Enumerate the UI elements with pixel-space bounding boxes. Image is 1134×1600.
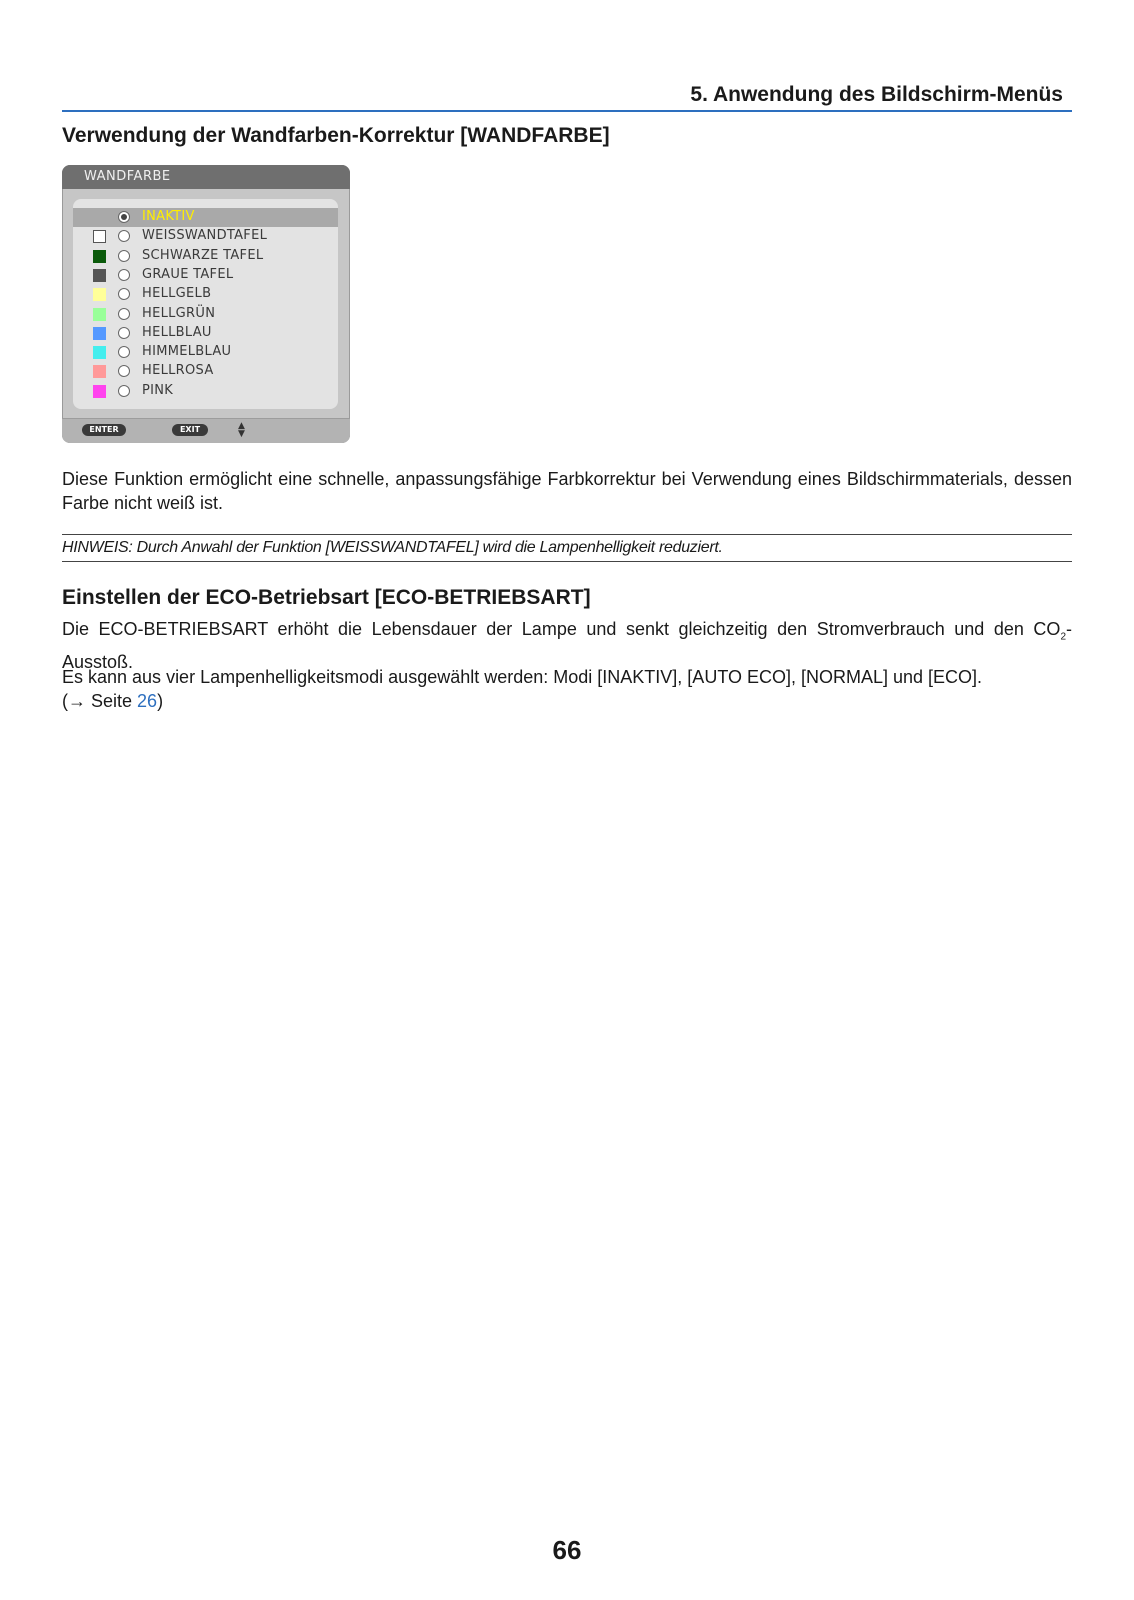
radio-button[interactable] (118, 250, 130, 262)
osd-option-label: HELLGRÜN (142, 305, 216, 321)
section-header-title: 5. Anwendung des Bildschirm-Menüs (690, 83, 1063, 106)
osd-option-label: SCHWARZE TAFEL (142, 247, 264, 263)
page-ref-link[interactable]: 26 (137, 691, 158, 711)
osd-option-8[interactable] (73, 362, 338, 381)
color-swatch (93, 230, 106, 243)
radio-button[interactable] (118, 385, 130, 397)
section-heading-eco: Einstellen der ECO-Betriebsart [ECO-BETRIEBSART] (62, 586, 591, 609)
eco-modes-text: Es kann aus vier Lampenhelligkeitsmodi ausgewählt werden: Modi [INAKTIV], [AUTO ECO], [NORMAL] und [ECO]. (62, 667, 983, 687)
color-swatch (93, 250, 106, 263)
osd-option-label: INAKTIV (142, 209, 195, 224)
osd-option-6[interactable] (73, 324, 338, 343)
wandfarbe-osd-menu (62, 165, 350, 443)
color-swatch (93, 365, 106, 378)
section-heading-wandfarbe: Verwendung der Wandfarben-Korrektur [WANDFARBE] (62, 124, 610, 147)
color-swatch (93, 327, 106, 340)
eco-text-part1: Die ECO-BETRIEBSART erhöht die Lebensdauer der Lampe und senkt gleichzeitig den Stromverbrauch und den CO (62, 619, 1061, 639)
osd-footer (62, 418, 350, 443)
up-down-arrows-icon: ▲ ▼ (238, 421, 245, 439)
color-swatch (93, 385, 106, 398)
radio-button[interactable] (118, 327, 130, 339)
page-ref-prefix: (→ Seite (62, 691, 138, 711)
radio-button[interactable] (118, 365, 130, 377)
osd-option-label: HELLBLAU (142, 324, 212, 340)
osd-option-3[interactable] (73, 266, 338, 285)
color-swatch (93, 308, 106, 321)
header-divider (62, 110, 1072, 112)
eco-text-part2: -Ausstoß. (62, 619, 1072, 672)
osd-option-0[interactable] (73, 208, 338, 227)
osd-option-1[interactable] (73, 227, 338, 246)
osd-option-label: WEISSWANDTAFEL (142, 228, 268, 244)
osd-option-4[interactable] (73, 285, 338, 304)
osd-option-5[interactable] (73, 305, 338, 324)
color-swatch (93, 346, 106, 359)
page-number: 66 (552, 1535, 582, 1565)
radio-button[interactable] (118, 308, 130, 320)
radio-button[interactable] (118, 269, 130, 281)
osd-menu-title: WANDFARBE (62, 165, 350, 189)
exit-button[interactable]: EXIT (172, 424, 208, 436)
enter-button[interactable]: ENTER (82, 424, 126, 436)
note-top-rule (62, 534, 1072, 535)
radio-button[interactable] (118, 230, 130, 242)
wandfarbe-description: Diese Funktion ermöglicht eine schnelle, anpassungsfähige Farbkorrektur bei Verwendung eines Bildschirmmaterials, dessen Farbe nicht weiß ist. (62, 469, 1072, 513)
radio-button[interactable] (118, 288, 130, 300)
radio-button[interactable] (118, 211, 130, 223)
co2-subscript: 2 (1060, 631, 1066, 643)
osd-option-7[interactable] (73, 343, 338, 362)
page-reference (62, 689, 1072, 713)
color-swatch (93, 288, 106, 301)
osd-option-2[interactable] (73, 247, 338, 266)
osd-options-panel (73, 199, 338, 409)
note-text: HINWEIS: Durch Anwahl der Funktion [WEISSWANDTAFEL] wird die Lampenhelligkeit reduziert. (62, 539, 723, 556)
page-ref-suffix: ) (157, 691, 164, 711)
osd-option-label: PINK (142, 382, 174, 398)
radio-button[interactable] (118, 346, 130, 358)
color-swatch (93, 269, 106, 282)
osd-option-label: HELLGELB (142, 286, 212, 302)
osd-option-label: HELLROSA (142, 363, 214, 379)
note-bottom-rule (62, 561, 1072, 562)
osd-option-9[interactable] (73, 382, 338, 401)
osd-option-label: GRAUE TAFEL (142, 266, 234, 282)
osd-option-label: HIMMELBLAU (142, 344, 232, 360)
